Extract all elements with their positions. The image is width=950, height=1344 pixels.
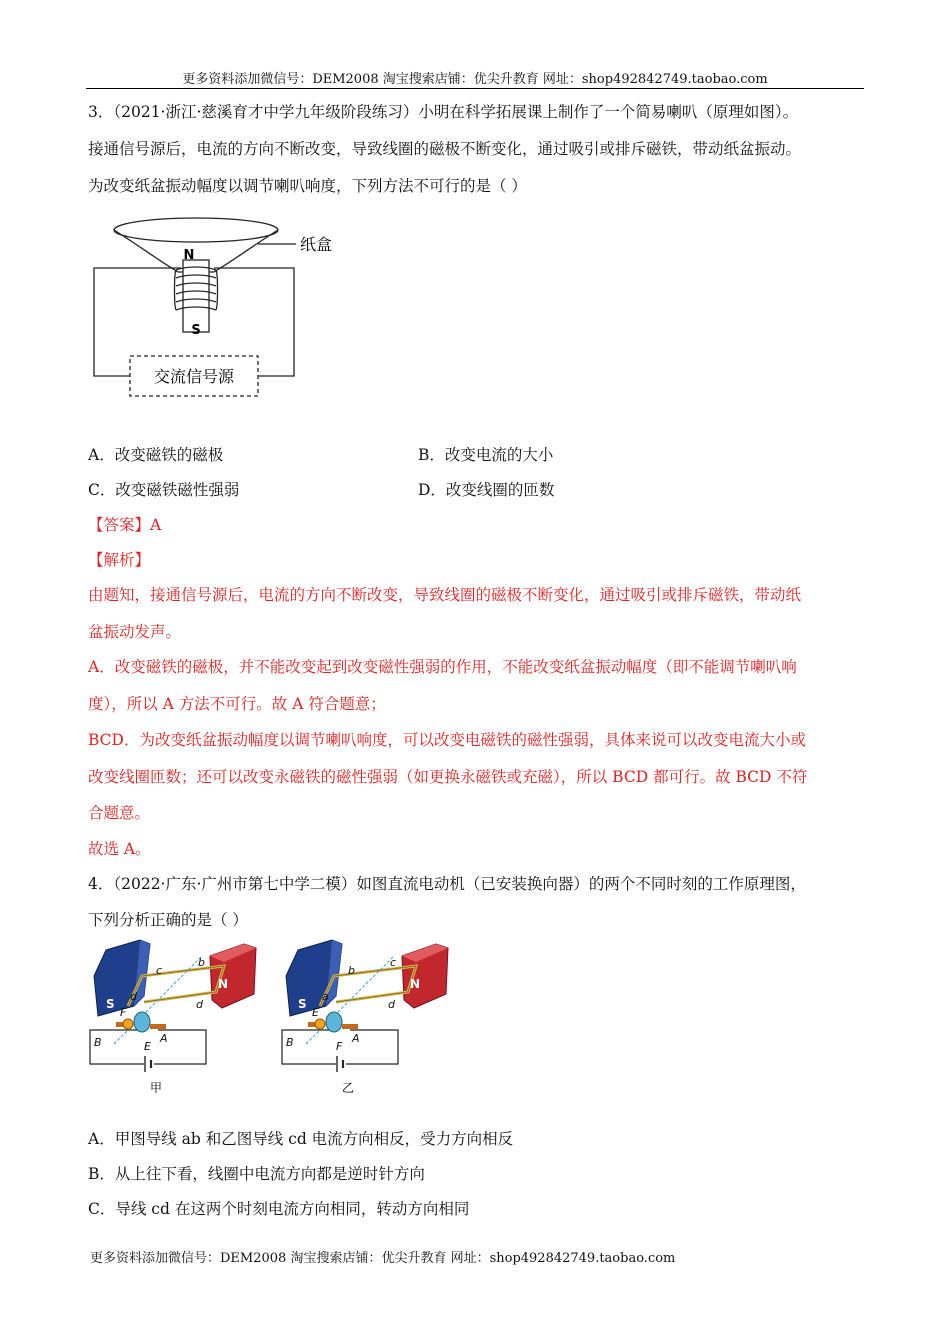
magnet-south-label: S xyxy=(191,323,201,338)
q4-line-2: 下列分析正确的是（ ） xyxy=(88,911,248,929)
q3-analysis-line-7: 合题意。 xyxy=(88,804,151,822)
q3-option-a: A．改变磁铁的磁极 xyxy=(88,446,224,464)
motor-diagram-jia xyxy=(84,936,264,1101)
yi-label-a: a xyxy=(322,990,329,1003)
jia-label-f: F xyxy=(120,1006,127,1019)
q4-option-b: B．从上往下看，线圈中电流方向都是逆时针方向 xyxy=(88,1165,425,1183)
q3-analysis-line-2: 盆振动发声。 xyxy=(88,623,182,641)
q3-line-2: 接通信号源后，电流的方向不断改变，导致线圈的磁极不断变化，通过吸引或排斥磁铁，带动纸盆振动。 xyxy=(88,140,802,158)
jia-label-b: b xyxy=(198,956,205,969)
jia-label-d2: d xyxy=(196,998,203,1011)
yi-label-b-brush: B xyxy=(286,1036,294,1049)
signal-source-label: 交流信号源 xyxy=(153,367,235,386)
q3-option-b: B．改变电流的大小 xyxy=(418,446,554,464)
page-footer: 更多资料添加微信号：DEM2008 淘宝搜索店铺：优尖升教育 网址：shop492842749.taobao.com xyxy=(90,1251,676,1266)
q3-analysis-title: 【解析】 xyxy=(88,551,151,569)
q3-analysis-line-4: 度），所以 A 方法不可行。故 A 符合题意； xyxy=(88,695,386,713)
q3-analysis-line-5: BCD．为改变纸盆振动幅度以调节喇叭响度，可以改变电磁铁的磁性强弱，具体来说可以改变电流大小或 xyxy=(88,731,806,749)
jia-label-d1: d xyxy=(130,990,137,1003)
motor-diagram-yi xyxy=(276,936,456,1101)
yi-magnet-n: N xyxy=(410,977,421,991)
magnet-north-label: N xyxy=(183,248,195,263)
page-header: 更多资料添加微信号：DEM2008 淘宝搜索店铺：优尖升教育 网址：shop492842749.taobao.com xyxy=(182,72,768,87)
q3-option-c: C．改变磁铁磁性强弱 xyxy=(88,481,240,499)
q3-answer: 【答案】A xyxy=(88,516,162,534)
q4-option-a: A．甲图导线 ab 和乙图导线 cd 电流方向相反，受力方向相反 xyxy=(88,1130,514,1148)
q3-analysis-line-1: 由题知，接通信号源后，电流的方向不断改变，导致线圈的磁极不断变化，通过吸引或排斥磁铁，带动纸 xyxy=(88,586,802,604)
jia-caption: 甲 xyxy=(149,1081,163,1095)
yi-label-e: E xyxy=(312,1006,319,1019)
speaker-diagram xyxy=(88,210,368,402)
q3-analysis-line-8: 故选 A。 xyxy=(88,840,151,858)
jia-label-b-brush: B xyxy=(94,1036,102,1049)
yi-label-a-brush: A xyxy=(352,1032,360,1045)
yi-label-c: c xyxy=(390,956,397,969)
paper-box-label: 纸盒 xyxy=(300,235,333,254)
yi-label-b: b xyxy=(348,964,355,977)
q3-analysis-line-3: A．改变磁铁的磁极，并不能改变起到改变磁性强弱的作用，不能改变纸盆振动幅度（即不能调节喇叭响 xyxy=(88,658,797,676)
q3-line-3: 为改变纸盆振动幅度以调节喇叭响度，下列方法不可行的是（ ） xyxy=(88,177,527,195)
yi-magnet-s: S xyxy=(298,997,307,1011)
jia-label-c: c xyxy=(156,964,163,977)
header-divider xyxy=(86,88,864,89)
jia-label-a-brush: A xyxy=(160,1032,168,1045)
yi-label-f: F xyxy=(336,1040,343,1053)
q3-analysis-line-6: 改变线圈匝数；还可以改变永磁铁的磁性强弱（如更换永磁铁或充磁），所以 BCD 都可行。故 BCD 不符 xyxy=(88,768,808,786)
jia-magnet-n: N xyxy=(218,977,229,991)
q3-line-1: 3．（2021·浙江·慈溪育才中学九年级阶段练习）小明在科学拓展课上制作了一个简易喇叭（原理如图）。 xyxy=(88,103,799,121)
q4-line-1: 4．（2022·广东·广州市第七中学二模）如图直流电动机（已安装换向器）的两个不同时刻的工作原理图， xyxy=(88,875,806,893)
yi-caption: 乙 xyxy=(341,1081,355,1095)
q3-option-d: D．改变线圈的匝数 xyxy=(418,481,555,499)
jia-label-e: E xyxy=(144,1040,151,1053)
yi-label-d: d xyxy=(388,998,395,1011)
jia-magnet-s: S xyxy=(106,997,115,1011)
q4-option-c: C．导线 cd 在这两个时刻电流方向相同，转动方向相同 xyxy=(88,1200,470,1218)
